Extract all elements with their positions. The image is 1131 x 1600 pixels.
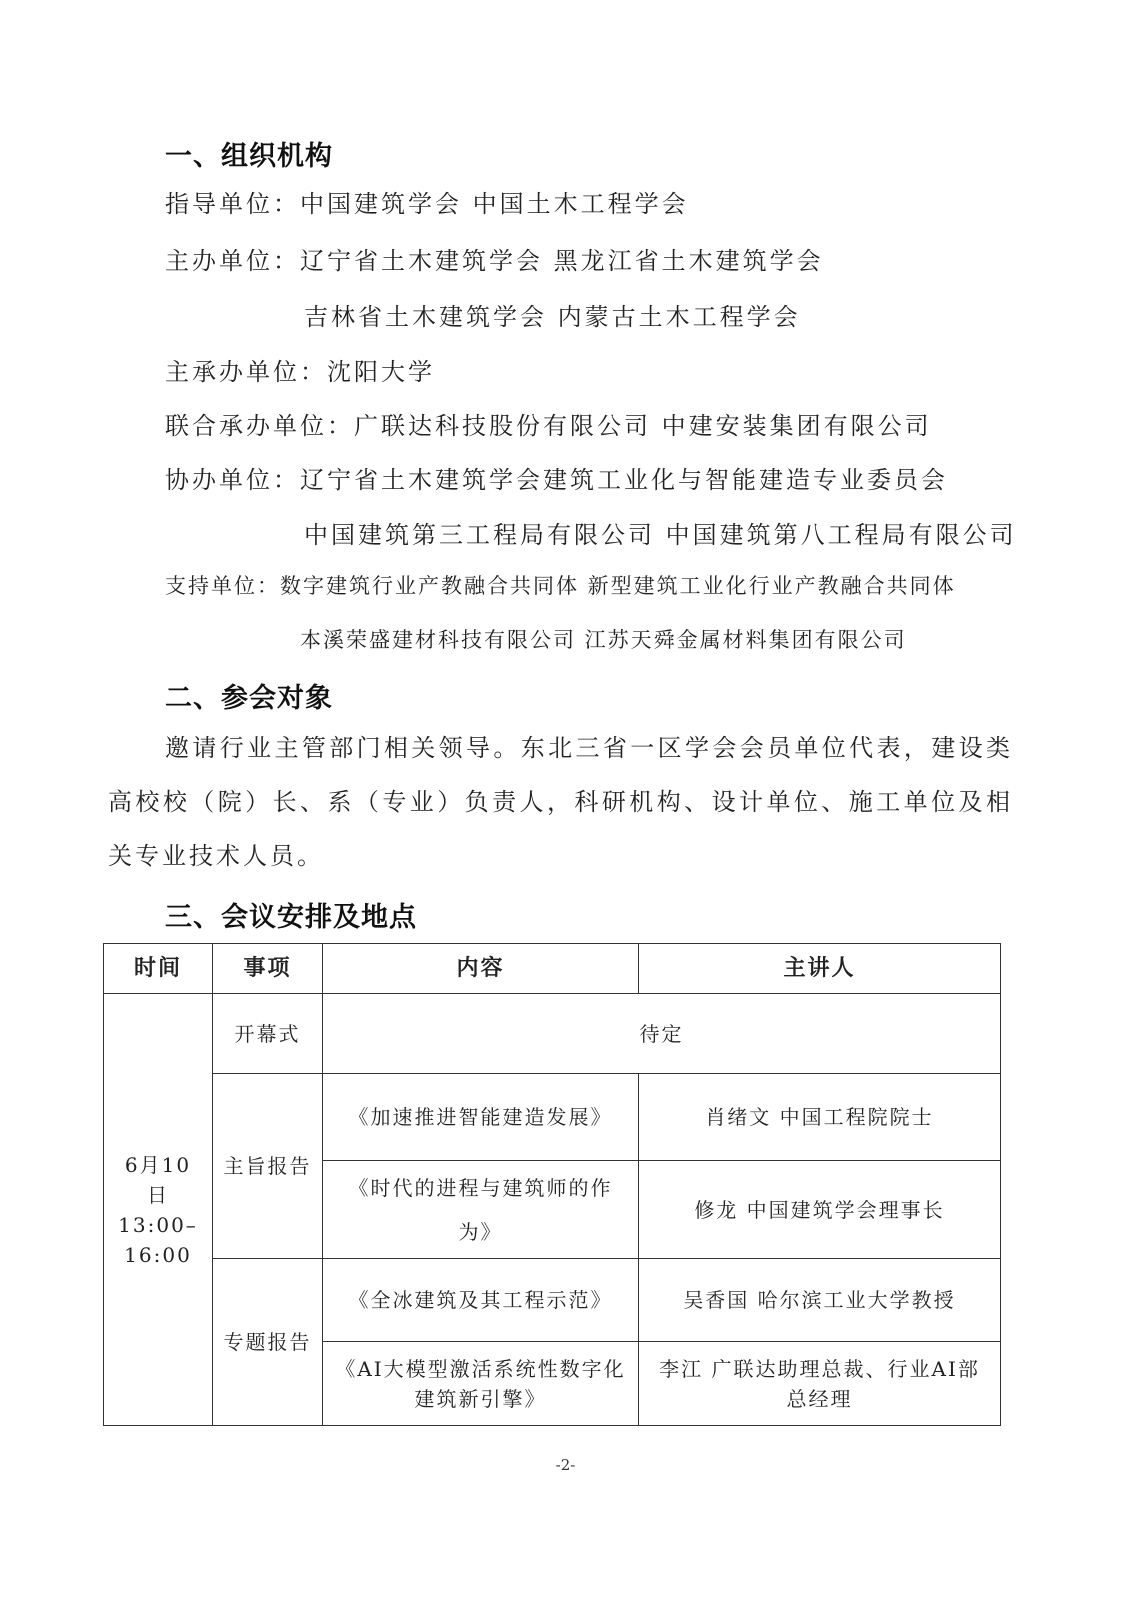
org-line-supporter: 支持单位：数字建筑行业产教融合共同体 新型建筑工业化行业产教融合共同体 xyxy=(165,574,956,598)
table-header-row xyxy=(104,944,1001,994)
org-line-co-organizer-cont: 中国建筑第三工程局有限公司 中国建筑第八工程局有限公司 xyxy=(304,521,1017,549)
org-line-joint-organizer: 联合承办单位：广联达科技股份有限公司 中建安装集团有限公司 xyxy=(165,412,932,440)
org-line-host: 主办单位：辽宁省土木建筑学会 黑龙江省土木建筑学会 xyxy=(165,247,824,275)
special-content-1: 《全冰建筑及其工程示范》 xyxy=(323,1259,639,1342)
org-line-guiding: 指导单位：中国建筑学会 中国土木工程学会 xyxy=(165,190,689,218)
table-row xyxy=(104,994,1001,1074)
special-speaker-2: 李江 广联达助理总裁、行业AI部总经理 xyxy=(639,1342,1001,1426)
keynote-content-2: 《时代的进程与建筑师的作为》 xyxy=(323,1161,639,1259)
keynote-item: 主旨报告 xyxy=(213,1074,323,1259)
participants-paragraph: 邀请行业主管部门相关领导。东北三省一区学会会员单位代表，建设类高校校（院）长、系（专业）负责人，科研机构、设计单位、施工单位及相关专业技术人员。 xyxy=(108,734,1013,870)
special-content-2: 《AI大模型激活系统性数字化建筑新引擎》 xyxy=(323,1342,639,1426)
section-heading-schedule: 三、会议安排及地点 xyxy=(165,902,417,933)
header-speaker: 主讲人 xyxy=(639,944,1001,994)
keynote-speaker-2: 修龙 中国建筑学会理事长 xyxy=(639,1161,1001,1259)
keynote-speaker-1: 肖绪文 中国工程院院士 xyxy=(639,1074,1001,1161)
org-line-host-cont: 吉林省土木建筑学会 内蒙古土木工程学会 xyxy=(304,303,801,331)
special-item: 专题报告 xyxy=(213,1259,323,1426)
org-line-main-organizer: 主承办单位：沈阳大学 xyxy=(165,358,435,386)
section-heading-participants: 二、参会对象 xyxy=(165,683,333,714)
keynote-content-1: 《加速推进智能建造发展》 xyxy=(323,1074,639,1161)
header-content: 内容 xyxy=(323,944,639,994)
time-cell xyxy=(104,994,213,1426)
header-item: 事项 xyxy=(213,944,323,994)
time-date: 6月10日 xyxy=(124,1152,192,1207)
page-number: -2- xyxy=(555,1456,576,1474)
header-time: 时间 xyxy=(104,944,213,994)
section-heading-organization: 一、组织机构 xyxy=(165,141,333,172)
special-speaker-1: 吴香国 哈尔滨工业大学教授 xyxy=(639,1259,1001,1342)
time-end: 16:00 xyxy=(124,1242,192,1267)
schedule-table xyxy=(103,943,1001,1426)
org-line-supporter-cont: 本溪荣盛建材科技有限公司 江苏天舜金属材料集团有限公司 xyxy=(300,628,907,652)
table-row xyxy=(104,1259,1001,1342)
opening-content: 待定 xyxy=(323,994,1001,1074)
time-start: 13:00– xyxy=(118,1212,198,1237)
table-row xyxy=(104,1074,1001,1161)
opening-item: 开幕式 xyxy=(213,994,323,1074)
org-line-co-organizer: 协办单位：辽宁省土木建筑学会建筑工业化与智能建造专业委员会 xyxy=(165,466,948,494)
